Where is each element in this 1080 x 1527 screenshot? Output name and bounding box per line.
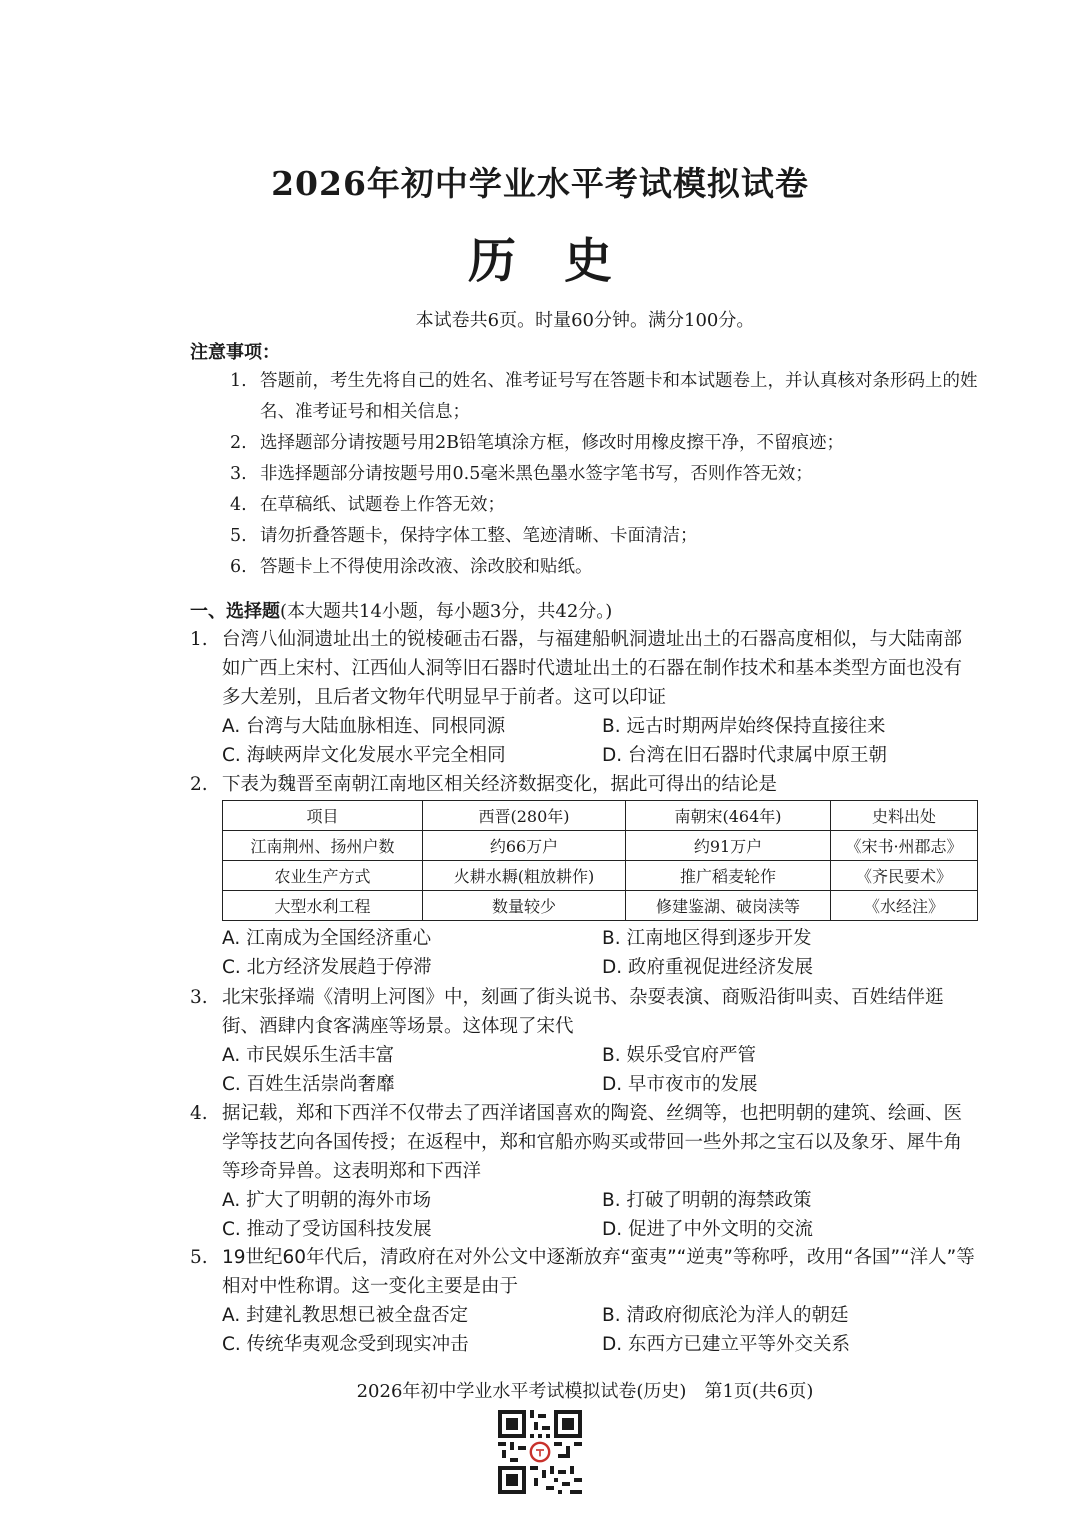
question-stem: 2. 下表为魏晋至南朝江南地区相关经济数据变化，据此可得出的结论是 [190,774,778,795]
option-d: D. 促进了中外文明的交流 [602,1219,814,1240]
table-cell: 数量较少 [423,891,626,921]
page-footer: 2026年初中学业水平考试模拟试卷(历史) 第1页(共6页) [356,1381,814,1402]
notice-item: 4. 在草稿纸、试题卷上作答无效； [230,495,505,515]
table-cell: 大型水利工程 [223,891,423,921]
notice-list [230,366,990,583]
options [222,1186,980,1244]
table-row [223,861,978,891]
option-d: D. 台湾在旧石器时代隶属中原王朝 [602,745,888,766]
option-d: D. 早市夜市的发展 [602,1074,758,1095]
table-cell: 约66万户 [423,831,626,861]
question-2-options [190,924,980,982]
option-d: D. 政府重视促进经济发展 [602,957,814,978]
question-1 [190,625,980,770]
table-header-cell: 史料出处 [831,801,978,831]
options [222,1301,980,1359]
option-c: C. 北方经济发展趋于停滞 [222,957,432,978]
table-cell: 农业生产方式 [223,861,423,891]
table-header-row [223,801,978,831]
notice-item: 3. 非选择题部分请按题号用0.5毫米黑色墨水签字笔书写，否则作答无效； [230,464,813,484]
table-cell: 约91万户 [626,831,831,861]
table-cell: 火耕水耨(粗放耕作) [423,861,626,891]
question-3 [190,983,980,1099]
option-a: A. 江南成为全国经济重心 [222,928,432,949]
table-cell: 修建鉴湖、破岗渎等 [626,891,831,921]
paper-info: 本试卷共6页。时量60分钟。满分100分。 [415,310,755,331]
table-header-cell: 西晋(280年) [423,801,626,831]
option-b: B. 远古时期两岸始终保持直接往来 [602,716,886,737]
option-a: A. 扩大了明朝的海外市场 [222,1190,432,1211]
options [222,712,980,770]
table-header-cell: 南朝宋(464年) [626,801,831,831]
economic-data-table [222,800,978,921]
table-cell: 推广稻麦轮作 [626,861,831,891]
notice-heading: 注意事项： [190,342,280,363]
question-stem: 1. 台湾八仙洞遗址出土的锐棱砸击石器，与福建船帆洞遗址出土的石器高度相似，与大陆南部如广西上宋村、江西仙人洞等旧石器时代遗址出土的石器在制作技术和基本类型方面也没有多大差别，且后者文物年代明显早于前者。这可以印证 [190,629,963,708]
qr-code-icon [498,1410,582,1494]
option-b: B. 娱乐受官府严管 [602,1045,756,1066]
table-cell: 《宋书·州郡志》 [831,831,978,861]
table-row [223,831,978,861]
question-4 [190,1099,980,1244]
section-heading: 一、选择题(本大题共14小题，每小题3分，共42分。) [190,601,613,622]
option-a: A. 封建礼教思想已被全盘否定 [222,1305,469,1326]
notice-item: 6. 答题卡上不得使用涂改液、涂改胶和贴纸。 [230,557,593,577]
table-header-cell: 项目 [223,801,423,831]
option-a: A. 台湾与大陆血脉相连、同根同源 [222,716,506,737]
options [222,1041,980,1099]
subject-title: 历史 [467,233,660,289]
option-c: C. 推动了受访国科技发展 [222,1219,432,1240]
table-cell: 《水经注》 [831,891,978,921]
option-d: D. 东西方已建立平等外交关系 [602,1334,851,1355]
table-cell: 江南荆州、扬州户数 [223,831,423,861]
question-2 [190,770,980,799]
notice-item: 1. 答题前，考生先将自己的姓名、准考证号写在答题卡和本试题卷上，并认真核对条形码上的姓名、准考证号和相关信息； [230,371,978,422]
question-stem: 5. 19世纪60年代后，清政府在对外公文中逐渐放弃“蛮夷”“逆夷”等称呼，改用“各国”“洋人”等相对中性称谓。这一变化主要是由于 [190,1247,975,1297]
option-b: B. 打破了明朝的海禁政策 [602,1190,812,1211]
notice-item: 5. 请勿折叠答题卡，保持字体工整、笔迹清晰、卡面清洁； [230,526,698,546]
notice-item: 2. 选择题部分请按题号用2B铅笔填涂方框，修改时用橡皮擦干净，不留痕迹； [230,433,844,453]
question-stem: 4. 据记载，郑和下西洋不仅带去了西洋诸国喜欢的陶瓷、丝绸等，也把明朝的建筑、绘画、医学等技艺向各国传授；在返程中，郑和官船亦购买或带回一些外邦之宝石以及象牙、犀牛角等珍奇异兽。这表明郑和下西洋 [190,1103,963,1182]
question-stem: 3. 北宋张择端《清明上河图》中，刻画了街头说书、杂耍表演、商贩沿街叫卖、百姓结伴逛街、酒肆内食客满座等场景。这体现了宋代 [190,987,944,1037]
option-c: C. 百姓生活崇尚奢靡 [222,1074,395,1095]
option-b: B. 江南地区得到逐步开发 [602,928,812,949]
option-c: C. 传统华夷观念受到现实冲击 [222,1334,469,1355]
exam-title: 2026年初中学业水平考试模拟试卷 [271,164,809,203]
option-c: C. 海峡两岸文化发展水平完全相同 [222,745,506,766]
option-b: B. 清政府彻底沦为洋人的朝廷 [602,1305,849,1326]
table-row [223,891,978,921]
option-a: A. 市民娱乐生活丰富 [222,1045,395,1066]
question-5 [190,1243,980,1359]
table-cell: 《齐民要术》 [831,861,978,891]
options [222,924,980,982]
